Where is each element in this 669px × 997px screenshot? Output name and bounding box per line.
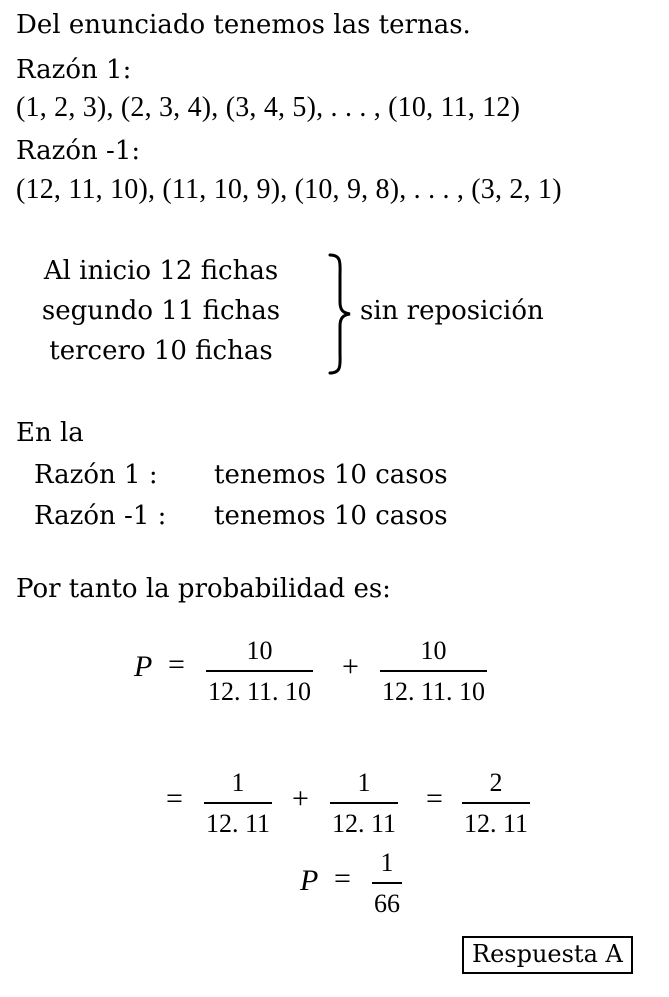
razon-neg1-ternas: (12, 11, 10), (11, 10, 9), (10, 9, 8), . . . , (3, 2, 1) xyxy=(16,174,562,205)
eq2-plus: + xyxy=(292,782,309,815)
eq1-frac1-den: 12. 11. 10 xyxy=(208,677,312,706)
eq3-frac-den: 66 xyxy=(374,889,400,918)
eq1-frac2-den: 12. 11. 10 xyxy=(382,677,486,706)
eq2-frac3-num: 2 xyxy=(489,768,503,797)
eq2-frac2-num: 1 xyxy=(357,768,371,797)
eq3-equals: = xyxy=(334,862,351,895)
caso-2-value: tenemos 10 casos xyxy=(214,501,448,531)
eq1-frac2-num: 10 xyxy=(420,636,447,665)
eq2-frac1-den: 12. 11 xyxy=(206,809,271,838)
caso-1-label: Razón 1 : xyxy=(34,460,158,490)
eq2-equals-1: = xyxy=(166,782,183,815)
fichas-line-1: Al inicio 12 fichas xyxy=(43,256,279,286)
answer-label: Respuesta A xyxy=(472,940,623,968)
fraction-bar xyxy=(330,802,398,804)
eq1-lhs-p: P xyxy=(134,650,153,683)
eq1-fraction-1 xyxy=(206,638,313,705)
fichas-line-2: segundo 11 fichas xyxy=(41,296,281,326)
eq2-frac1-num: 1 xyxy=(231,768,245,797)
razon1-label: Razón 1: xyxy=(16,55,132,85)
en-la-text: En la xyxy=(16,418,84,448)
razon-neg1-label: Razón -1: xyxy=(16,136,141,166)
answer-box xyxy=(462,936,633,974)
eq3-frac-num: 1 xyxy=(380,848,394,877)
fichas-line-3: tercero 10 fichas xyxy=(49,336,273,366)
eq2-fraction-1 xyxy=(204,770,272,837)
eq2-fraction-2 xyxy=(330,770,398,837)
fraction-bar xyxy=(206,670,313,672)
por-tanto-text: Por tanto la probabilidad es: xyxy=(16,574,391,604)
eq1-plus: + xyxy=(342,650,359,683)
eq3-lhs-p: P xyxy=(300,864,319,897)
sin-reposicion-label: sin reposición xyxy=(360,296,544,326)
caso-2-label: Razón -1 : xyxy=(34,501,167,531)
eq2-fraction-3 xyxy=(462,770,530,837)
eq2-equals-2: = xyxy=(426,782,443,815)
fraction-bar xyxy=(204,802,272,804)
eq1-equals: = xyxy=(168,648,185,681)
right-brace-icon xyxy=(326,252,356,376)
eq3-fraction xyxy=(372,850,402,917)
fraction-bar xyxy=(372,882,402,884)
fraction-bar xyxy=(462,802,530,804)
fraction-bar xyxy=(380,670,487,672)
eq2-frac3-den: 12. 11 xyxy=(464,809,529,838)
razon1-ternas: (1, 2, 3), (2, 3, 4), (3, 4, 5), . . . , (10, 11, 12) xyxy=(16,92,521,123)
eq2-frac2-den: 12. 11 xyxy=(332,809,397,838)
caso-1-value: tenemos 10 casos xyxy=(214,460,448,490)
eq1-frac1-num: 10 xyxy=(246,636,273,665)
intro-text: Del enunciado tenemos las ternas. xyxy=(16,10,471,40)
eq1-fraction-2 xyxy=(380,638,487,705)
